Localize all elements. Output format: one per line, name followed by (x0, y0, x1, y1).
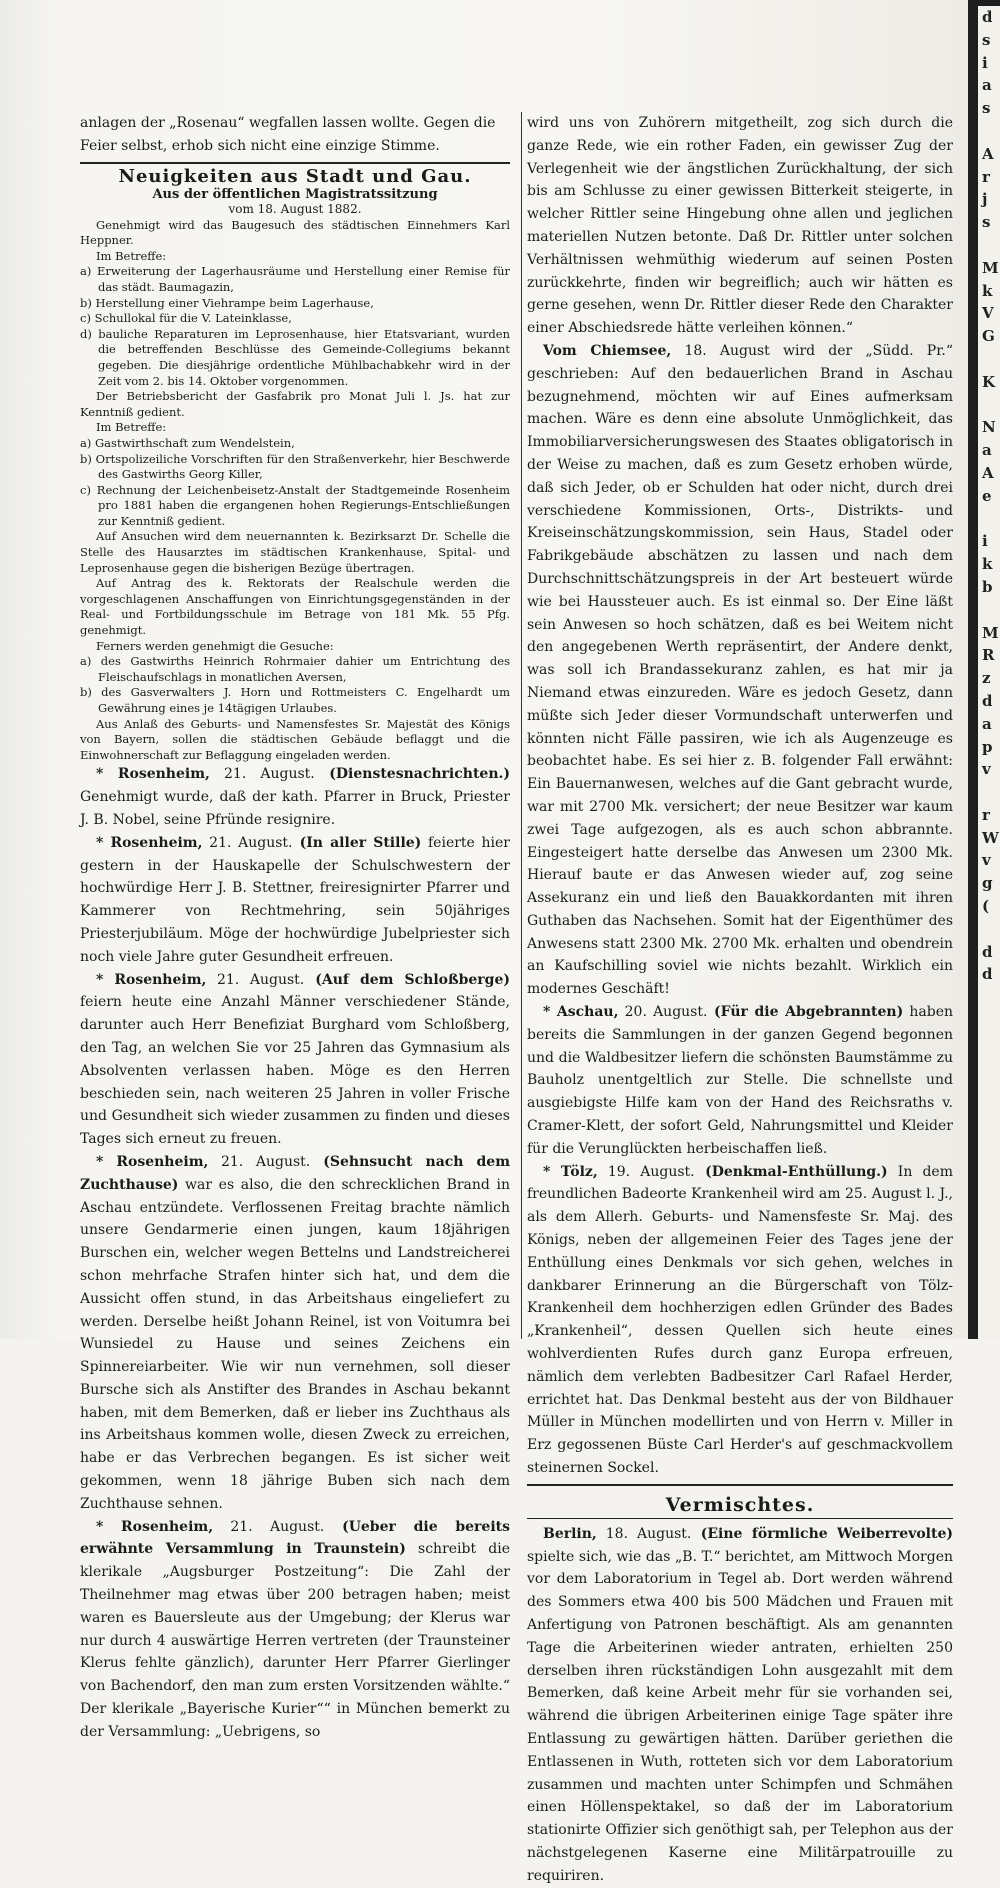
news-topic: (Eine förmliche Weiberrevolte) (691, 1525, 953, 1542)
news-lead: * Rosenheim, (96, 1153, 209, 1170)
list-item: c) Rechnung der Leichenbeisetz-Anstalt der Stadtgemeinde Rosenheim pro 1881 haben die ergangenen hohen Regierungs-Entschließungen zur Kenntniß gedient. (80, 482, 510, 528)
baugesuch-paragraph: Genehmigt wird das Baugesuch des städtischen Einnehmers Karl Heppner. (80, 217, 510, 248)
neighbor-fragment-line: b (982, 577, 993, 596)
neighbor-fragment-line: R (982, 646, 995, 665)
small-paragraph: Ferners werden genehmigt die Gesuche: (96, 638, 334, 653)
im-betreffe-2: Im Betreffe: (96, 420, 167, 435)
list-item: a) Erweiterung der Lagerhausräume und Herstellung einer Remise für das städt. Baumagazin, (80, 264, 510, 294)
neighbor-fragment-line: d (982, 942, 993, 961)
list-item: a) Gastwirthschaft zum Wendelstein, (80, 435, 295, 450)
news-item (80, 1151, 510, 1516)
news-topic: (Denkmal-Enthüllung.) (694, 1163, 888, 1180)
intro-line-2: Feier selbst, erhob sich nicht eine einzige Stimme. (80, 137, 440, 154)
news-date: 21. August. (206, 971, 305, 988)
news-item (527, 1161, 953, 1480)
neighbor-fragment-line: p (982, 737, 993, 756)
news-lead: * Rosenheim, (96, 766, 210, 783)
magistrat-title: Aus der öffentlichen Magistratssitzung (152, 186, 438, 202)
news-item (80, 1516, 510, 1744)
neighbor-fragment-line (978, 1055, 1000, 1078)
news-lead: * Rosenheim, (96, 834, 203, 851)
news-topic: (Für die Abgebrannten) (707, 1004, 904, 1021)
news-date: 21. August. (209, 766, 315, 783)
neighbor-fragment-line (978, 1100, 1000, 1123)
neighbor-fragment-line: r (982, 805, 990, 824)
small-paragraph: Auf Antrag des k. Rektorats der Realschule werden die vorgeschlagenen Anschaffungen von Einrichtungsgegenständen in der Real- und Fortbildungsschule im Betrage von 181 Mk. 55 Pfg. genehmigt. (80, 576, 510, 638)
neighbor-fragment-line (978, 120, 1000, 143)
neighbor-fragment-line: d (982, 691, 993, 710)
neighbor-fragment-line: M (982, 258, 999, 277)
news-text: schreibt die klerikale „Augsburger Postzeitung“: Die Zahl der Theilnehmer mag etwas über 200 betragen haben; meist waren es Bauersleute aus der Umgebung; der Klerus war nur durch 4 auswärtige Herren vertreten (der Traunsteiner Klerus fehlte gänzlich), darunter Herr Pfarrer Gierlinger von Bachendorf, den man zum ersten Vorsitzenden wählte.“ Der klerikale „Bayerische Kurier““ in München bemerkt zu der Versammlung: „Uebrigens, so (80, 1541, 510, 1740)
news-text: haben bereits die Sammlungen in der ganzen Gegend begonnen und die Waldbesitzer liefern die schönsten Baumstämme zu Bauholz unentgeltlich zur Stelle. Die schnellste und ausgiebigste Hilfe kam von der Hand des Reichsraths v. Cramer-Klett, der sofort Geld, Nahrungsmittel und Kleider für die Verunglückten herbeischaffen ließ. (527, 1004, 953, 1157)
news-lead: Vom Chiemsee, (543, 342, 672, 359)
news-date: 21. August. (213, 1518, 325, 1535)
magistrat-date: vom 18. August 1882. (228, 201, 362, 216)
intro-line-1: anlagen der „Rosenau“ wegfallen lassen wollte. Gegen die (80, 115, 496, 131)
news-text: feiern heute eine Anzahl Männer verschiedener Stände, darunter auch Herr Benefiziat Burghard vom Schloßberg, den Tag, an welchen Sie vor 25 Jahren das Gymnasium als Absolventen verlassen haben. Möge es den Herren beschieden sein, nach weiteren 25 Jahren in voller Frische und Gesundheit sich wieder zusammen zu finden und dieses Tages sich erneut zu freuen. (80, 994, 510, 1148)
neighbor-fragment-line: d (982, 965, 993, 984)
neighbor-fragment-line: W (982, 828, 999, 847)
news-item (80, 969, 510, 1151)
news-text: war es also, die den schrecklichen Brand in Aschau entzündete. Verflossenen Freitag brachte nämlich unsere Gendarmerie einen jungen, kaum 18jährigen Burschen ein, welcher wegen Bettelns und Landstreicherei schon mehrfache Strafen hinter sich hat, und dem die Aussicht offen stund, in das Arbeitshaus eingeliefert zu werden. Derselbe heißt Johann Reinel, ist von Voitumra bei Wunsiedel zu Hause und seines Zeichens ein Spinnereiarbeiter. Wie wir nun vernehmen, soll dieser Bursche sich als Anstifter des Brandes in Aschau bekannt haben, mit dem Bemerken, daß er lieber ins Zuchthaus als ins Arbeitshaus kommen wolle, diesen Zweck zu erreichen, habe er das Verbrechen begangen. Es ist sicher weit gekommen, wenn 18 jährige Buben sich nach dem Zuchthause sehnen. (80, 1176, 510, 1512)
neighbor-fragment-line (978, 781, 1000, 804)
neighbor-fragment-line (978, 599, 1000, 622)
neighbor-fragment-line: z (982, 669, 991, 688)
small-paragraph: Auf Ansuchen wird dem neuernannten k. Bezirksarzt Dr. Schelle die Stelle des Hausarztes im städtischen Krankenhause, Spital- und Leprosenhause gegen die bisherigen Bezüge übertragen. (80, 529, 510, 575)
neighbor-fragment-line (978, 1032, 1000, 1055)
news-lead: * Rosenheim, (96, 1518, 214, 1535)
vermischtes-rule-top (527, 1484, 953, 1486)
neighbor-fragment-line (978, 918, 1000, 941)
neighbor-fragment-line (978, 1009, 1000, 1032)
neighbor-fragment-line (978, 348, 1000, 371)
list-item: d) bauliche Reparaturen im Leprosenhause, hier Etatsvariant, wurden die betreffenden Beschlüsse des Gemeinde-Collegiums bekannt gegeben. Die diesjährige ordentliche Mühlbachabkehr wird in der Zeit vom 2. bis 14. Oktober vorgenommen. (80, 326, 510, 388)
neighbor-fragment-line: i (982, 53, 988, 72)
neighbor-fragment-line (978, 1123, 1000, 1146)
list-item: b) Herstellung einer Viehrampe beim Lagerhause, (80, 295, 374, 310)
news-date: 18. August (671, 342, 770, 359)
neighbor-fragment-line: A (982, 463, 994, 482)
neighbor-fragment-line: g (982, 874, 993, 893)
news-item (527, 1001, 953, 1161)
news-lead: * Aschau, (543, 1004, 619, 1021)
list-item: b) des Gasverwalters J. Horn und Rottmeisters C. Engelhardt um Gewährung eines je 14tägigen Urlaubes. (80, 685, 510, 715)
list-item: b) Ortspolizeiliche Vorschriften für den Straßenverkehr, hier Beschwerde des Gastwirths Georg Killer, (80, 451, 510, 482)
news-item (527, 1523, 953, 1888)
right-column (527, 112, 953, 1888)
news-item (80, 763, 510, 831)
news-date: 20. August. (618, 1004, 708, 1021)
neighbor-fragment-line (978, 394, 1000, 417)
news-date: 18. August. (596, 1525, 692, 1542)
list-item: c) Schullokal für die V. Lateinklasse, (80, 311, 292, 326)
neighbor-fragment-line: j (982, 190, 988, 209)
neighbor-fragment-line (978, 986, 1000, 1009)
news-text: Genehmigt wurde, daß der kath. Pfarrer in Bruck, Priester J. B. Nobel, seine Pfründe resignire. (80, 789, 510, 828)
news-text: In dem freundlichen Badeorte Krankenheil wird am 25. August l. J., als dem Allerh. Geburts- und Namensfeste Sr. Maj. des Königs, neben der allgemeinen Feier des Tages jene der Enthüllung eines Denkmals vor sich gehen, welches in dankbarer Erinnerung an die Bürgerschaft von Tölz-Krankenheil dem hochherzigen edlen Gründer des Bades „Krankenheil“, dessen Quellen sich heute eines wohlverdienten Rufes durch ganz Europa erfreuen, nämlich dem verlebten Badbesitzer Carl Rafael Herder, errichtet hat. Das Denkmal besteht aus der von Bildhauer Müller in München modellirten und von Herrn v. Miller in Erz gegossenen Büste Carl Herder's auf geschmackvollem steinernen Sockel. (527, 1163, 953, 1477)
neighbor-fragment-line: a (982, 714, 992, 733)
section-rule-top (80, 162, 510, 164)
news-lead: * Tölz, (543, 1163, 598, 1180)
neighbor-fragment-line: V (982, 304, 994, 323)
neighbor-fragment-line: d (982, 8, 993, 26)
neighbor-fragment-line: v (982, 851, 991, 870)
neighbor-fragment-line: s (982, 30, 991, 49)
column-divider (521, 112, 522, 1339)
neighbor-fragment-line: a (982, 441, 992, 460)
neighbor-fragment-line: v (982, 760, 991, 779)
neighbor-fragment-line: r (982, 167, 990, 186)
betriebsbericht-paragraph: Der Betriebsbericht der Gasfabrik pro Monat Juli l. Js. hat zur Kenntniß gedient. (80, 389, 510, 419)
news-text: feierte hier gestern in der Hauskapelle der Schulschwestern der hochwürdige Herr J. B. Stettner, freiresignirter Pfarrer und Kammerer von Rechtmehring, sein 50jähriges Priesterjubiläum. Möge der hochwürdige Jubelpriester sich noch viele Jahre guter Gesundheit erfreuen. (80, 834, 510, 965)
neighbor-fragment-line: G (982, 327, 995, 346)
news-topic: (Dienstesnachrichten.) (314, 766, 510, 783)
neighbor-fragment-line (978, 234, 1000, 257)
news-text: wird der „Südd. Pr.“ geschrieben: Auf den bedauerlichen Brand in Aschau bezugnehmend, möchten wir auf Eines aufmerksam machen. Wäre es denn eine absolute Unmöglichkeit, das Immobiliarversicherungswesen des Staates obligatorisch in der Weise zu machen, daß es zum Gesetz erhoben würde, daß sich Jeder, ob er Schulden hat oder nicht, durch drei verschiedene Kommissionen, Orts-, Distrikts- und Kreiseinschätzungskommission, sein Haus, Stadel oder Fabrikgebäude abschätzen zu lassen und nach dem Durchschnittschätzungspreis in der Art besteuert würde wie bei Haussteuer auch. Es ist einmal so. Der Eine läßt sein Anwesen so hoch schätzen, daß es bei Weitem nicht den angegebenen Werth repräsentirt, der Andere denkt, was soll ich Brandassekuranz zahlen, es hat mir ja Niemand etwas einzureden. Wäre es jedoch Gesetz, dann müßte sich Jeder dieser Vormundschaft unterwerfen und könnten nicht Fälle passiren, wie ich als Augenzeuge es beobachtet habe. Es sei hier z. B. folgender Fall erwähnt: Ein Bauernanwesen, welches auf die Gant gebracht wurde, war mit 2700 Mk. versichert; der neue Besitzer war kaum zwei Tage aufgezogen, als es auch schon abbrannte. Eingesteigert hatte derselbe das Anwesen um 2300 Mk. Hierauf baute er das Anwesen wieder auf, zog seine Assekuranz ein und ließ den Bauakkordanten mit ihren Guthaben das Nachsehen. Somit hat der Eigenthümer des Anwesens statt 2300 Mk. 2700 Mk. erhalten und obendrein an Kaufschilling soviel wie nichts bezahlt. Wirklich ein modernes Geschäft! (527, 342, 953, 998)
news-lead: * Rosenheim, (96, 971, 207, 988)
im-betreffe-1: Im Betreffe: (96, 248, 167, 263)
neighbor-fragment-line: k (982, 555, 993, 574)
left-column (80, 112, 510, 1744)
neighbor-fragment-line: a (982, 76, 992, 95)
news-date: 21. August. (208, 1153, 311, 1170)
continued-paragraph: wird uns von Zuhörern mitgetheilt, zog sich durch die ganze Rede, wie ein rother Faden, ein gewisser Zug der Verlegenheit wie der ängstlichen Zurückhaltung, der sich bis am Schlusse zu einer gewissen Bitterkeit steigerte, in welcher Rittler seine Hingebung ohne allen und jeglichen materiellen Nutzen betonte. Daß Dr. Rittler unter solchen Verhältnissen wehmüthig wiederum auf seinen Posten zurückkehrte, finden wir begreiflich; auch wir hätten es gerne gesehen, wenn Dr. Rittler dieser Rede den Charakter einer Abschiedsrede hätte verleihen können.“ (527, 115, 953, 337)
neighbor-page-fragment (978, 6, 1000, 1339)
neighbor-fragment-line: s (982, 99, 991, 118)
neighbor-fragment-line: e (982, 486, 992, 505)
news-topic: (Ueber die bereits erwähnte Versammlung in Traunstein) (80, 1518, 511, 1558)
news-topic: (Auf dem Schloßberge) (304, 971, 511, 988)
news-topic: (Sehnsucht nach dem Zuchthause) (80, 1153, 511, 1193)
section-title: Neuigkeiten aus Stadt und Gau. (118, 165, 472, 187)
neighbor-fragment-line (978, 508, 1000, 531)
news-date: 19. August. (597, 1163, 695, 1180)
neighbor-fragment-line: k (982, 281, 993, 300)
news-item (80, 832, 510, 969)
anlass-paragraph: Aus Anlaß des Geburts- und Namensfestes Sr. Majestät des Königs von Bayern, sollen die städtischen Gebäude beflaggt und die Einwohnerschaft zur Beflaggung eingeladen werden. (80, 716, 510, 762)
neighbor-fragment-line: N (982, 418, 996, 437)
news-lead: Berlin, (543, 1525, 597, 1542)
news-date: 21. August. (202, 834, 293, 851)
news-topic: (In aller Stille) (292, 834, 422, 851)
neighbor-fragment-line: M (982, 623, 999, 642)
news-item (527, 340, 953, 1001)
neighbor-fragment-line: i (982, 532, 988, 551)
neighbor-fragment-line: ( (982, 897, 990, 916)
list-item: a) des Gastwirths Heinrich Rohrmaier dahier um Entrichtung des Fleischaufschlags in monatlichen Aversen, (80, 654, 510, 684)
vermischtes-title: Vermischtes. (665, 1493, 815, 1516)
neighbor-fragment-line: K (982, 372, 996, 391)
neighbor-fragment-line: A (982, 144, 994, 163)
neighbor-fragment-line (978, 1077, 1000, 1100)
neighbor-fragment-line: s (982, 213, 991, 232)
news-text: spielte sich, wie das „B. T.“ berichtet, am Mittwoch Morgen vor dem Laboratorium in Tegel ab. Dort werden während des Sommers etwa 400 bis 500 Mädchen und Frauen mit Anfertigung von Patronen beschäftigt. Als am genannten Tage die Arbeiterinen wieder antraten, erhielten 250 derselben ihren rückständigen Lohn ausgezahlt mit dem Bemerken, daß keine Arbeit mehr für sie vorhanden sei, während die übrigen Arbeiterinen einige Tage später ihre Entlassung zu gewärtigen hätten. Darüber geriethen die Entlassenen in Wuth, rotteten sich vor dem Laboratorium zusammen und machten unter Schimpfen und Schmähen einen Höllenspektakel, so daß der im Laboratorium stationirte Offizier sich genöthigt sah, per Telephon aus der nächstgelegenen Kaserne eine Militärpatrouille zu requiriren. (527, 1548, 953, 1884)
vermischtes-rule-bottom (527, 1518, 953, 1519)
